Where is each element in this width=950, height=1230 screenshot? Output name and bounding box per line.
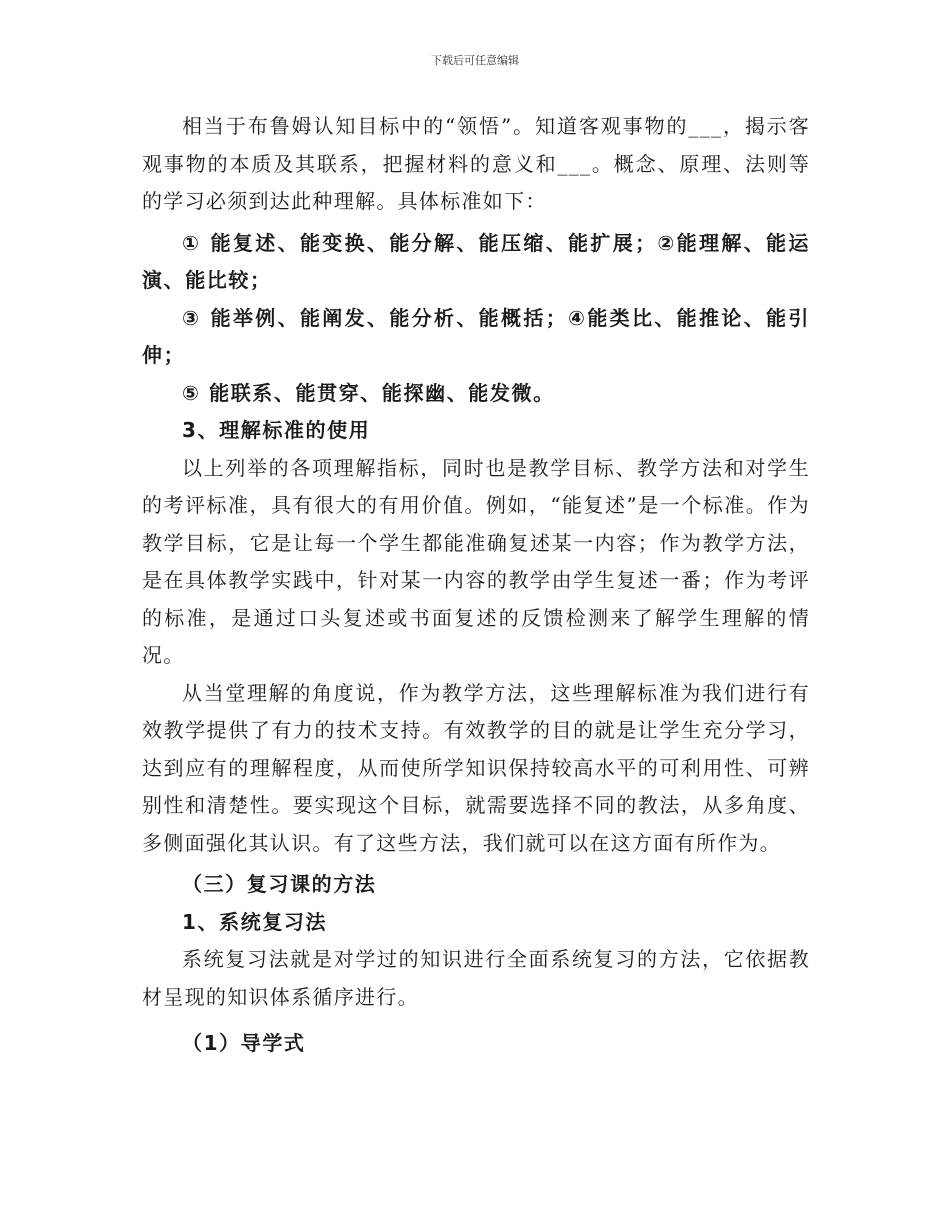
page-header: 下载后可任意编辑 [431,54,519,67]
section-heading-systematic-review: 1、系统复习法 [182,909,328,934]
paragraph-effective-teaching: 从当堂理解的角度说，作为教学方法，这些理解标准为我们进行有效教学提供了有力的技术支持。有效教学的目的就是让学生充分学习，达到应有的理解程度，从而使所学知识保持较高水平的可利用性、可辨别性和清楚性。要实现这个目标，就需要选择不同的教法，从多角度、多侧面强化其认识。有了这些方法，我们就可以在这方面有所作为。 [142,680,810,855]
paragraph-criteria-use: 以上列举的各项理解指标，同时也是教学目标、教学方法和对学生的考评标准，具有很大的有用价值。例如，“能复述”是一个标准。作为教学目标，它是让每一个学生都能准确复述某一内容；作为教学方法，是在具体教学实践中，针对某一内容的教学由学生复述一番；作为考评的标准，是通过口头复述或书面复述的反馈检测来了解学生理解的情况。 [142,455,810,667]
criteria-list-1: ① 能复述、能变换、能分解、能压缩、能扩展；②能理解、能运演、能比较； [142,230,810,292]
criteria-list-3: ⑤ 能联系、能贯穿、能探幽、能发微。 [182,380,555,405]
paragraph-understanding-definition: 相当于布鲁姆认知目标中的“领悟”。知道客观事物的___，揭示客观事物的本质及其联系，把握材料的意义和___。概念、原理、法则等的学习必须到达此种理解。具体标准如下： [142,114,810,213]
section-heading-guided-learning: （1）导学式 [182,1031,306,1055]
section-heading-criteria-use: 3、理解标准的使用 [182,418,371,442]
document-body [142,108,810,1063]
criteria-list-2: ③ 能举例、能阐发、能分析、能概括；④能类比、能推论、能引伸； [142,305,810,367]
section-heading-review-methods: （三）复习课的方法 [182,872,377,896]
paragraph-systematic-review: 系统复习法就是对学过的知识进行全面系统复习的方法，它依据教材呈现的知识体系循序进行。 [142,947,810,1009]
